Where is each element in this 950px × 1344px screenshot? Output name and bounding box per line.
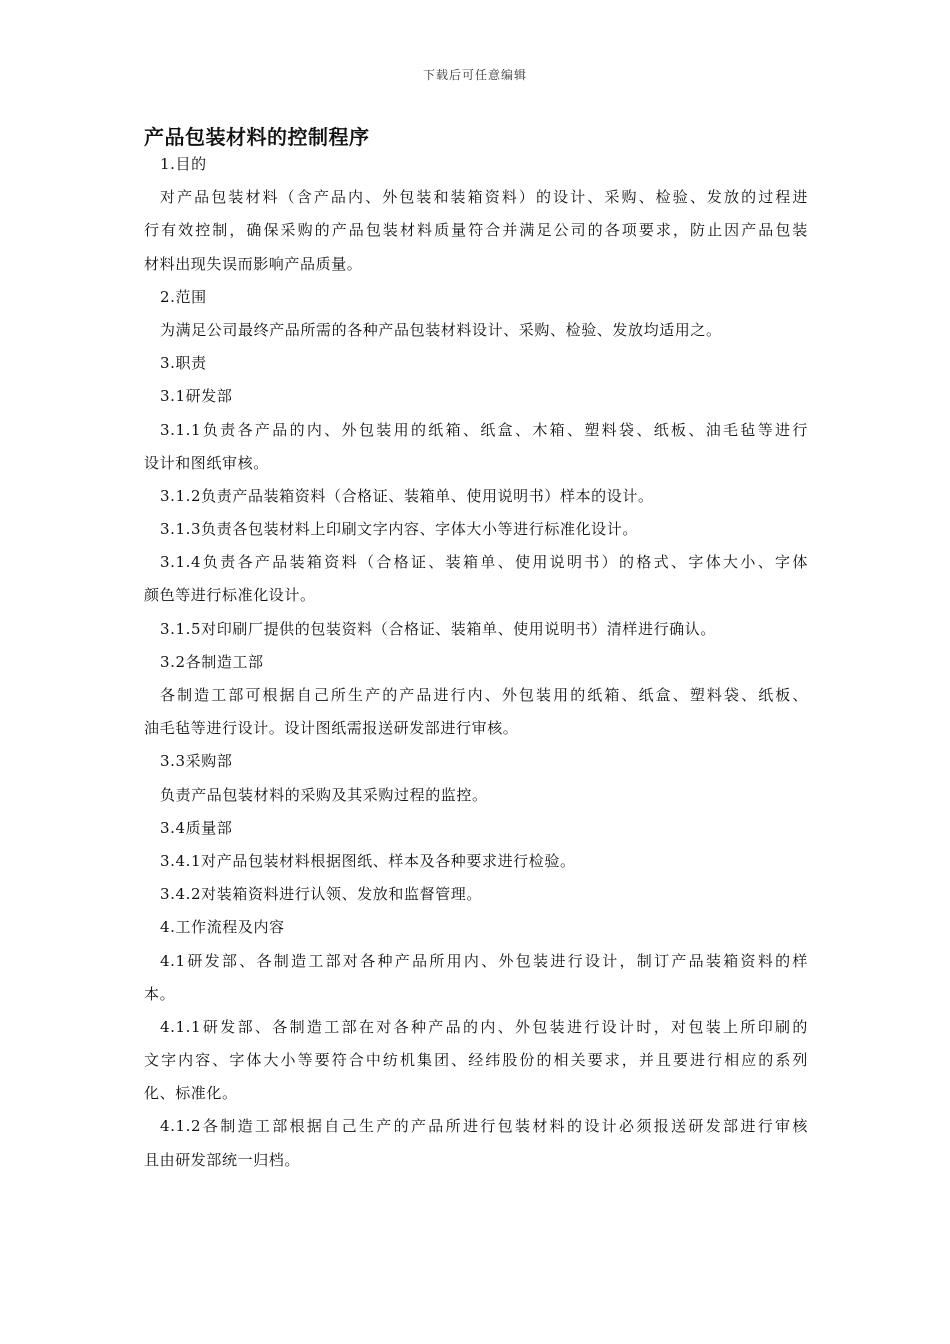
paragraph-line: 油毛毡等进行设计。设计图纸需报送研发部进行审核。: [144, 719, 519, 738]
paragraph-line: 文字内容、字体大小等要符合中纺机集团、经纬股份的相关要求，并且要进行相应的系列: [144, 1051, 808, 1070]
paragraph-line: 化、标准化。: [144, 1084, 238, 1103]
paragraph-line: 3.4.1对产品包装材料根据图纸、样本及各种要求进行检验。: [160, 851, 576, 870]
paragraph-line: 3.2各制造工部: [160, 652, 264, 671]
paragraph-line: 行有效控制，确保采购的产品包装材料质量符合并满足公司的各项要求，防止因产品包装: [144, 221, 808, 240]
paragraph-line: 各制造工部可根据自己所生产的产品进行内、外包装用的纸箱、纸盒、塑料袋、纸板、: [160, 686, 808, 704]
paragraph-line: 负责产品包装材料的采购及其采购过程的监控。: [160, 785, 488, 804]
paragraph-line: 3.4质量部: [160, 818, 233, 837]
paragraph-line: 3.1.1负责各产品的内、外包装用的纸箱、纸盒、木箱、塑料袋、纸板、油毛毡等进行: [160, 420, 808, 439]
paragraph-line: 2.范围: [160, 287, 207, 306]
paragraph-line: 3.1研发部: [160, 387, 233, 406]
paragraph-line: 对产品包装材料（含产品内、外包装和装箱资料）的设计、采购、检验、发放的过程进: [160, 188, 808, 207]
paragraph-line: 3.职责: [160, 354, 207, 373]
document-title: 产品包装材料的控制程序: [144, 125, 370, 149]
paragraph-line: 3.1.2负责产品装箱资料（合格证、装箱单、使用说明书）样本的设计。: [160, 486, 654, 505]
paragraph-line: 颜色等进行标准化设计。: [144, 586, 316, 605]
paragraph-line: 3.3采购部: [160, 752, 233, 771]
paragraph-line: 且由研发部统一归档。: [144, 1150, 301, 1169]
paragraph-line: 4.工作流程及内容: [160, 918, 285, 937]
paragraph-line: 3.1.4负责各产品装箱资料（合格证、装箱单、使用说明书）的格式、字体大小、字体: [160, 553, 808, 572]
paragraph-line: 1.目的: [160, 155, 207, 173]
paragraph-line: 材料出现失误而影响产品质量。: [144, 254, 363, 273]
page-header: 下载后可任意编辑: [422, 68, 527, 82]
paragraph-line: 设计和图纸审核。: [144, 453, 269, 472]
paragraph-line: 3.1.5对印刷厂提供的包装资料（合格证、装箱单、使用说明书）清样进行确认。: [160, 619, 716, 638]
paragraph-line: 本。: [144, 984, 176, 1003]
paragraph-line: 3.1.3负责各包装材料上印刷文字内容、字体大小等进行标准化设计。: [160, 520, 638, 539]
paragraph-line: 4.1.1研发部、各制造工部在对各种产品的内、外包装进行设计时，对包装上所印刷的: [160, 1017, 808, 1036]
paragraph-line: 为满足公司最终产品所需的各种产品包装材料设计、采购、检验、发放均适用之。: [160, 320, 722, 339]
document-body: [144, 148, 808, 1177]
paragraph-line: 4.1.2各制造工部根据自己生产的产品所进行包装材料的设计必须报送研发部进行审核: [160, 1117, 808, 1136]
paragraph-line: 3.4.2对装箱资料进行认领、发放和监督管理。: [160, 885, 482, 904]
paragraph-line: 4.1研发部、各制造工部对各种产品所用内、外包装进行设计，制订产品装箱资料的样: [160, 951, 808, 970]
